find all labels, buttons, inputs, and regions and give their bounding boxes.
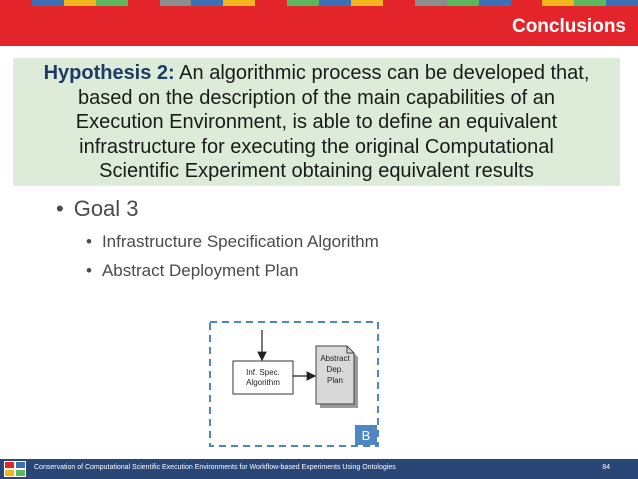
- footer-bar: [0, 459, 638, 479]
- header-bar: [0, 6, 638, 46]
- hypothesis-line-1: [13, 61, 620, 86]
- hypothesis-line-4: infrastructure for executing the original Computational: [79, 135, 554, 158]
- sub-bullet-2-text: Abstract Deployment Plan: [101, 261, 299, 280]
- sub-bullet-1: [86, 232, 379, 252]
- sub-bullet-2: [86, 261, 299, 281]
- document-label-1: Abstract: [320, 354, 350, 363]
- document-label-3: Plan: [326, 376, 344, 385]
- bullet-marker: •: [86, 232, 92, 251]
- bullet-marker: •: [56, 196, 64, 221]
- corner-label: B: [361, 428, 371, 443]
- hypothesis-box: [13, 58, 620, 186]
- hypothesis-line-2: based on the description of the main capabilities of an: [78, 86, 555, 109]
- bullet-marker: •: [86, 261, 92, 280]
- bullet-goal: [56, 196, 139, 222]
- hypothesis-line-3: Execution Environment, is able to define an equivalent: [75, 111, 558, 133]
- process-label-2: Algorithm: [246, 378, 280, 387]
- page-number: 84: [602, 464, 610, 471]
- bullet-goal-text: Goal 3: [73, 196, 139, 221]
- sub-bullet-1-text: Infrastructure Specification Algorithm: [101, 232, 379, 251]
- process-label-1: Inf. Spec.: [246, 368, 280, 377]
- slide-title: Conclusions: [511, 16, 626, 37]
- hypothesis-text-1: An algorithmic process can be developed that,: [174, 62, 590, 84]
- document-label-2: Dep.: [326, 365, 344, 374]
- hypothesis-line-5: Scientific Experiment obtaining equivalent results: [99, 160, 534, 182]
- hypothesis-label: Hypothesis 2:: [43, 62, 175, 84]
- university-logo: [4, 461, 26, 477]
- deployment-diagram: [200, 312, 390, 454]
- footer-text: Conservation of Computational Scientific Execution Environments for Workflow-based Experiments Using Ontologies: [34, 464, 396, 471]
